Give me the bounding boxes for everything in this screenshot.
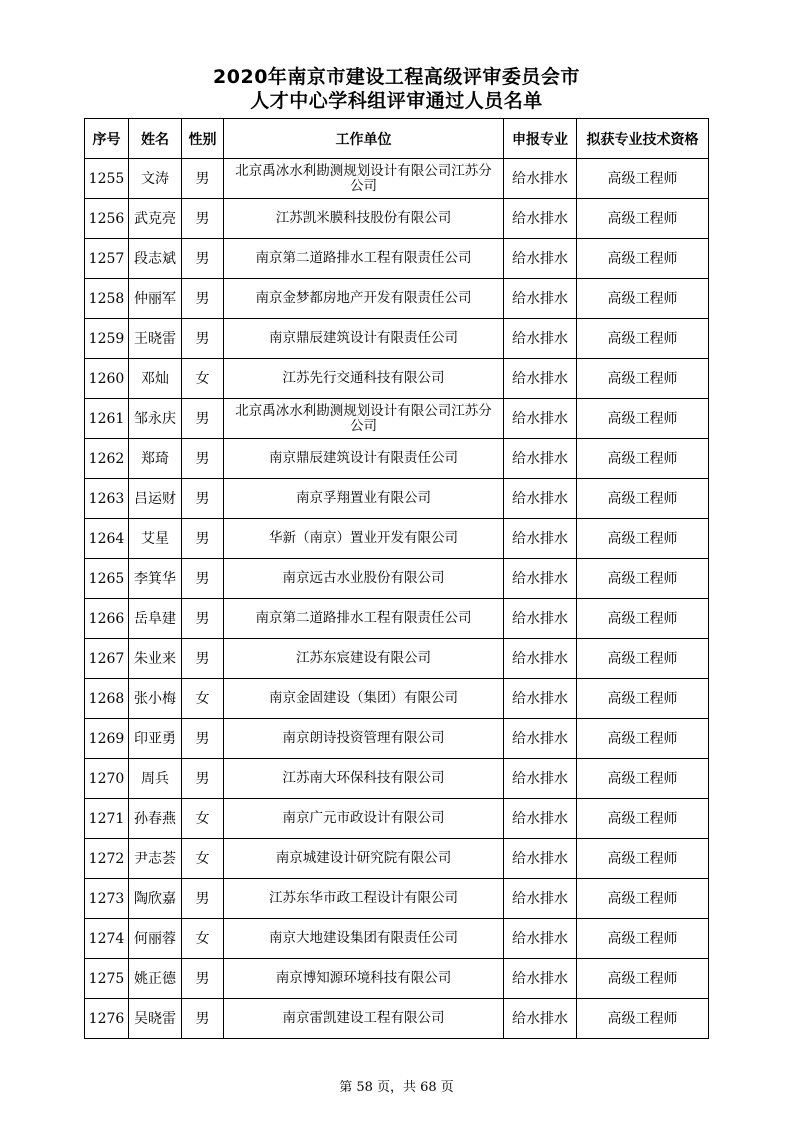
header-name: 姓名 — [129, 119, 182, 159]
cell-serial: 1266 — [85, 599, 129, 639]
header-major: 申报专业 — [504, 119, 577, 159]
cell-name: 文涛 — [129, 159, 182, 199]
cell-major: 给水排水 — [504, 559, 577, 599]
table-row — [85, 999, 709, 1039]
cell-major: 给水排水 — [504, 799, 577, 839]
table-body — [85, 159, 709, 1039]
cell-qualification: 高级工程师 — [577, 359, 709, 399]
table-row — [85, 479, 709, 519]
cell-name: 邓灿 — [129, 359, 182, 399]
cell-name: 尹志荟 — [129, 839, 182, 879]
header-gender: 性别 — [182, 119, 224, 159]
cell-name: 周兵 — [129, 759, 182, 799]
cell-gender: 男 — [182, 199, 224, 239]
cell-serial: 1271 — [85, 799, 129, 839]
cell-name: 郑琦 — [129, 439, 182, 479]
cell-qualification: 高级工程师 — [577, 159, 709, 199]
document-title-line-2: 人才中心学科组评审通过人员名单 — [250, 90, 543, 112]
cell-qualification: 高级工程师 — [577, 679, 709, 719]
cell-name: 孙春燕 — [129, 799, 182, 839]
cell-major: 给水排水 — [504, 679, 577, 719]
table-row — [85, 519, 709, 559]
cell-serial: 1270 — [85, 759, 129, 799]
cell-employer: 南京孚翔置业有限公司 — [224, 479, 504, 519]
cell-serial: 1274 — [85, 919, 129, 959]
table-row — [85, 439, 709, 479]
cell-employer: 华新（南京）置业开发有限公司 — [224, 519, 504, 559]
cell-gender: 男 — [182, 519, 224, 559]
cell-gender: 男 — [182, 479, 224, 519]
cell-major: 给水排水 — [504, 279, 577, 319]
cell-major: 给水排水 — [504, 239, 577, 279]
cell-employer: 江苏先行交通科技有限公司 — [224, 359, 504, 399]
cell-gender: 男 — [182, 559, 224, 599]
table-row — [85, 559, 709, 599]
cell-name: 吕运财 — [129, 479, 182, 519]
cell-qualification: 高级工程师 — [577, 239, 709, 279]
table-row — [85, 879, 709, 919]
table-row — [85, 239, 709, 279]
cell-name: 岳阜建 — [129, 599, 182, 639]
table-row — [85, 839, 709, 879]
cell-major: 给水排水 — [504, 719, 577, 759]
cell-gender: 男 — [182, 959, 224, 999]
cell-major: 给水排水 — [504, 839, 577, 879]
cell-gender: 男 — [182, 719, 224, 759]
table-row — [85, 759, 709, 799]
cell-name: 段志斌 — [129, 239, 182, 279]
cell-major: 给水排水 — [504, 879, 577, 919]
cell-gender: 男 — [182, 999, 224, 1039]
cell-serial: 1261 — [85, 399, 129, 439]
cell-name: 仲丽军 — [129, 279, 182, 319]
cell-gender: 男 — [182, 239, 224, 279]
cell-major: 给水排水 — [504, 519, 577, 559]
cell-qualification: 高级工程师 — [577, 759, 709, 799]
cell-qualification: 高级工程师 — [577, 719, 709, 759]
cell-gender: 男 — [182, 639, 224, 679]
cell-employer: 南京广元市政设计有限公司 — [224, 799, 504, 839]
cell-gender: 男 — [182, 599, 224, 639]
cell-serial: 1276 — [85, 999, 129, 1039]
cell-name: 印亚勇 — [129, 719, 182, 759]
cell-qualification: 高级工程师 — [577, 599, 709, 639]
cell-gender: 男 — [182, 319, 224, 359]
cell-serial: 1265 — [85, 559, 129, 599]
table-row — [85, 199, 709, 239]
cell-name: 李箕华 — [129, 559, 182, 599]
cell-major: 给水排水 — [504, 319, 577, 359]
cell-qualification: 高级工程师 — [577, 399, 709, 439]
cell-gender: 男 — [182, 159, 224, 199]
cell-employer: 南京金梦都房地产开发有限责任公司 — [224, 279, 504, 319]
cell-serial: 1275 — [85, 959, 129, 999]
cell-serial: 1259 — [85, 319, 129, 359]
table-row — [85, 319, 709, 359]
cell-employer: 南京第二道路排水工程有限责任公司 — [224, 239, 504, 279]
cell-serial: 1272 — [85, 839, 129, 879]
page-footer: 第 58 页，共 68 页 — [339, 1080, 454, 1095]
cell-qualification: 高级工程师 — [577, 919, 709, 959]
header-employer: 工作单位 — [224, 119, 504, 159]
cell-employer: 南京大地建设集团有限责任公司 — [224, 919, 504, 959]
cell-serial: 1264 — [85, 519, 129, 559]
cell-serial: 1255 — [85, 159, 129, 199]
cell-qualification: 高级工程师 — [577, 279, 709, 319]
cell-employer: 北京禹冰水利勘测规划设计有限公司江苏分公司 — [224, 159, 504, 199]
cell-serial: 1268 — [85, 679, 129, 719]
cell-name: 王晓雷 — [129, 319, 182, 359]
cell-serial: 1262 — [85, 439, 129, 479]
cell-gender: 男 — [182, 399, 224, 439]
cell-gender: 女 — [182, 799, 224, 839]
cell-qualification: 高级工程师 — [577, 559, 709, 599]
cell-employer: 江苏东华市政工程设计有限公司 — [224, 879, 504, 919]
cell-major: 给水排水 — [504, 159, 577, 199]
cell-qualification: 高级工程师 — [577, 999, 709, 1039]
cell-qualification: 高级工程师 — [577, 199, 709, 239]
cell-major: 给水排水 — [504, 439, 577, 479]
cell-employer: 南京鼎辰建筑设计有限责任公司 — [224, 439, 504, 479]
cell-serial: 1260 — [85, 359, 129, 399]
cell-employer: 南京雷凯建设工程有限公司 — [224, 999, 504, 1039]
table-row — [85, 279, 709, 319]
cell-gender: 女 — [182, 839, 224, 879]
table-row — [85, 159, 709, 199]
cell-major: 给水排水 — [504, 759, 577, 799]
header-serial: 序号 — [85, 119, 129, 159]
cell-gender: 女 — [182, 919, 224, 959]
cell-qualification: 高级工程师 — [577, 519, 709, 559]
cell-major: 给水排水 — [504, 199, 577, 239]
cell-employer: 南京鼎辰建筑设计有限责任公司 — [224, 319, 504, 359]
cell-employer: 江苏东宸建设有限公司 — [224, 639, 504, 679]
personnel-table — [84, 118, 709, 1039]
cell-employer: 南京朗诗投资管理有限公司 — [224, 719, 504, 759]
cell-major: 给水排水 — [504, 479, 577, 519]
cell-name: 艾星 — [129, 519, 182, 559]
cell-gender: 女 — [182, 679, 224, 719]
cell-major: 给水排水 — [504, 999, 577, 1039]
cell-qualification: 高级工程师 — [577, 479, 709, 519]
table-row — [85, 639, 709, 679]
cell-major: 给水排水 — [504, 639, 577, 679]
cell-serial: 1258 — [85, 279, 129, 319]
cell-gender: 女 — [182, 359, 224, 399]
cell-gender: 男 — [182, 879, 224, 919]
cell-name: 邹永庆 — [129, 399, 182, 439]
cell-name: 武克亮 — [129, 199, 182, 239]
cell-gender: 男 — [182, 759, 224, 799]
table-row — [85, 599, 709, 639]
table-header-row — [85, 119, 709, 159]
cell-employer: 北京禹冰水利勘测规划设计有限公司江苏分公司 — [224, 399, 504, 439]
cell-employer: 南京第二道路排水工程有限责任公司 — [224, 599, 504, 639]
cell-major: 给水排水 — [504, 399, 577, 439]
cell-employer: 南京远古水业股份有限公司 — [224, 559, 504, 599]
cell-serial: 1269 — [85, 719, 129, 759]
header-qualification: 拟获专业技术资格 — [577, 119, 709, 159]
cell-serial: 1263 — [85, 479, 129, 519]
cell-name: 朱业来 — [129, 639, 182, 679]
table-row — [85, 679, 709, 719]
cell-employer: 南京金固建设（集团）有限公司 — [224, 679, 504, 719]
cell-qualification: 高级工程师 — [577, 959, 709, 999]
cell-major: 给水排水 — [504, 919, 577, 959]
cell-qualification: 高级工程师 — [577, 839, 709, 879]
cell-serial: 1256 — [85, 199, 129, 239]
cell-employer: 江苏南大环保科技有限公司 — [224, 759, 504, 799]
cell-serial: 1267 — [85, 639, 129, 679]
table-row — [85, 359, 709, 399]
cell-employer: 南京城建设计研究院有限公司 — [224, 839, 504, 879]
cell-major: 给水排水 — [504, 359, 577, 399]
table-row — [85, 959, 709, 999]
cell-qualification: 高级工程师 — [577, 879, 709, 919]
cell-qualification: 高级工程师 — [577, 439, 709, 479]
cell-name: 吴晓雷 — [129, 999, 182, 1039]
cell-serial: 1273 — [85, 879, 129, 919]
table-row — [85, 799, 709, 839]
cell-qualification: 高级工程师 — [577, 639, 709, 679]
cell-employer: 南京博知源环境科技有限公司 — [224, 959, 504, 999]
cell-gender: 男 — [182, 279, 224, 319]
cell-name: 陶欣嘉 — [129, 879, 182, 919]
cell-major: 给水排水 — [504, 599, 577, 639]
table-row — [85, 399, 709, 439]
cell-qualification: 高级工程师 — [577, 319, 709, 359]
cell-major: 给水排水 — [504, 959, 577, 999]
document-title-line-1: 2020年南京市建设工程高级评审委员会市 — [213, 66, 580, 88]
table-row — [85, 919, 709, 959]
table-row — [85, 719, 709, 759]
cell-gender: 男 — [182, 439, 224, 479]
cell-serial: 1257 — [85, 239, 129, 279]
cell-name: 张小梅 — [129, 679, 182, 719]
cell-employer: 江苏凯米膜科技股份有限公司 — [224, 199, 504, 239]
cell-name: 姚正德 — [129, 959, 182, 999]
cell-qualification: 高级工程师 — [577, 799, 709, 839]
cell-name: 何丽蓉 — [129, 919, 182, 959]
